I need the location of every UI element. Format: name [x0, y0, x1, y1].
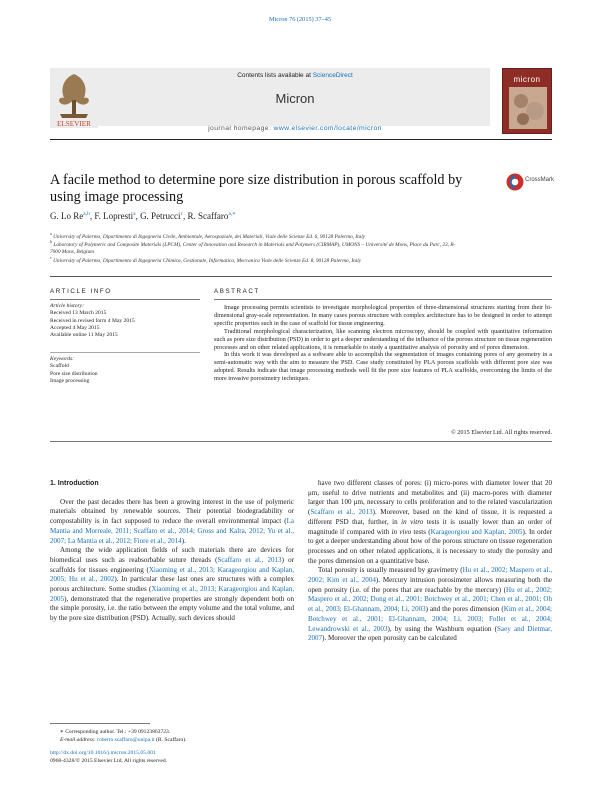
body-text: Total porosity is usually measured by gravimetry ( [318, 566, 463, 575]
body-text: in vivo [391, 527, 412, 536]
affiliation-label: a [50, 231, 52, 236]
body-text: ). Moreover, based on the kind of tissue, it is requested a different PSD that, further, in [308, 508, 552, 526]
journal-title: Micron [275, 91, 315, 106]
citation-link[interactable]: Xiaoming et al., 2013; Karageorgiou and Kaplan, 2005; Hu et al., 2002 [50, 565, 294, 584]
history-entry: Received 13 March 2015 [50, 310, 107, 317]
email-label: E-mail address: [60, 736, 96, 743]
author-affiliation-mark[interactable]: a [133, 211, 136, 217]
body-text: Over the past decades there has been a growing interest in the use of polymeric materials obtained by renewable sources. Their potential biodegradability or compostability is in fact supposed to reduce the overall environmental impact ( [50, 497, 294, 526]
history-heading: Article history: [50, 303, 85, 309]
cover-label: micron [513, 75, 541, 84]
cover-art [509, 87, 547, 129]
citation-link[interactable]: Saey and Dietmar, 2007 [308, 624, 552, 643]
keyword: Image processing [50, 377, 90, 384]
history-entry: Received in revised form 4 May 2015 [50, 317, 135, 324]
email-note [50, 737, 294, 745]
body-text: have two different classes of pores: (i) micro-pores with diameter lower that 20 μm, useful to drive nutrients and metabolites and (ii) macro-pores with diameter larger than 100 μm, necessary to cells proliferation and to the related vascularization ( [308, 479, 552, 517]
left-paragraphs [50, 498, 294, 624]
history-entry: Accepted 4 May 2015 [50, 324, 100, 331]
body-text: ). [181, 536, 186, 545]
section-heading-introduction: 1. Introduction [50, 480, 99, 487]
homepage-label: journal homepage: [208, 125, 274, 132]
keywords-rule [50, 352, 200, 353]
body-paragraph [308, 566, 552, 644]
keywords [50, 356, 200, 385]
abstract-paragraph: Image processing permits scientists to investigate morphological properties of three-dimensional structures starting from their bi-dimensional gray-scale representation. In many cases porous structure with complex architecture has to be designed in order to attempt specific properties such in the case of scaffold for tissue engineering. [214, 304, 552, 327]
body-text: ). In particular these last ones are structures with a complex porous architecture. Some studies ( [50, 575, 295, 594]
contents-line [110, 72, 480, 79]
body-text: ), by using the Washburn equation ( [387, 624, 498, 633]
abstract-paragraph: Traditional morphological characterization, like scanning electron microscopy, should be coupled with quantitative information such as pore size distribution (PSD) in order to get a deeper understanding of the influence of the porous structure on tissue regeneration processes and on other related applications, it is remarkable to study a quantitative analysis of porosity and of pores dimension. [214, 327, 552, 351]
body-text: ). Moreover the open porosity can be calculated [322, 634, 457, 643]
contents-prefix: Contents lists available at [237, 72, 313, 79]
article-info-heading: ARTICLE INFO [50, 288, 112, 295]
body-text: ). Mercury intrusion porosimeter allows measuring both the open porosity (i.e. of the pores that are reachable by the mercury) ( [308, 576, 553, 594]
body-text: tests it is usually lower than an order of magnitude if compared with [308, 517, 552, 536]
affiliation-text: University of Palermo, Dipartimento di Ingegneria Civile, Ambientale, Aerospaziale, dei Materiali, Viale delle Scienze Ed. 6, 90128 Palermo, Italy [53, 233, 366, 240]
author-affiliation-mark[interactable]: a,b [83, 211, 90, 217]
issn-line: 0968-4328/© 2015 Elsevier Ltd. All rights reserved. [50, 757, 168, 764]
copyright-notice: © 2015 Elsevier Ltd. All rights reserved. [451, 429, 552, 436]
abstract-heading: ABSTRACT [214, 288, 260, 295]
abstract-paragraph: In this work it was developed as a software able to accomplish the segmentation of images containing pores of any geometry in a semi-automatic way with the aim to measure the PSD. Case study constituted by PLA porous scaffolds with different pore size was adopted. Results indicate that image processing methods well fit the pore size features of PLA scaffolds, overcoming the limits of the more invasive porosimetry techniques. [214, 351, 552, 383]
body-paragraph [50, 546, 294, 624]
article-info-rule [50, 299, 200, 300]
paper-title: A facile method to determine pore size distribution in porous scaffold by using image processing [50, 172, 463, 205]
affiliation [50, 254, 460, 265]
header-rule [50, 139, 552, 140]
keywords-heading: Keywords: [50, 356, 75, 362]
email-suffix: (R. Scaffaro). [154, 736, 187, 743]
elsevier-logo [50, 68, 98, 128]
citation-link[interactable]: La Mantia and Morreale, 2011; Scaffaro et al., 2014; Gross and Kalra, 2012; Yu et al., 2007; La Mantia et al., 2012; Fiore et al., 2014 [50, 517, 294, 545]
abstract-bottom-rule [50, 441, 552, 442]
keyword: Scaffold [50, 363, 69, 370]
citation-link[interactable]: Scaffaro et al., 2013 [310, 508, 373, 517]
elsevier-wordmark: ELSEVIER [57, 120, 91, 128]
journal-reference[interactable]: Micron 76 (2015) 37–45 [268, 16, 332, 23]
right-paragraphs [308, 479, 552, 644]
body-column-left [50, 479, 294, 624]
footnotes [50, 729, 294, 765]
footnote-rule [50, 723, 150, 724]
author-name: G. Petrucci [140, 211, 181, 221]
abstract-body [214, 304, 552, 383]
citation-link[interactable]: Hu et al., 2002; Maspero et al., 2002; Dong et al., 2001; Botchwey et al., 2001; Chen et al., 2001; Oh et al., 2003; El-Ghannam, 2004; Li, 2003 [308, 585, 552, 614]
body-text: ) or scaffolds for tissues engineering ( [50, 555, 295, 574]
citation-link[interactable]: Scaffaro et al., 2013 [217, 555, 282, 564]
abstract-rule [214, 299, 552, 300]
homepage-url-link[interactable]: www.elsevier.com/locate/micron [273, 125, 382, 132]
body-paragraph [50, 498, 294, 547]
body-paragraph [308, 479, 552, 566]
affiliation-label: b [50, 239, 52, 244]
body-text: ) and the pores dimension ( [425, 605, 504, 614]
citation-link[interactable]: Xiaoming et al., 2013; Karageorgiou and Kaplan, 2005 [50, 585, 294, 603]
email-link[interactable]: roberto.scaffaro@unipa.it [97, 736, 155, 743]
journal-cover-image [502, 68, 552, 134]
citation-link[interactable]: Hu et al., 2002; Maspero et al., 2002; Kim et al., 2004 [308, 566, 552, 585]
journal-homepage [110, 125, 480, 132]
body-text: tests ( [411, 527, 431, 536]
doi-link[interactable]: http://dx.doi.org/10.1016/j.micron.2015.05.001 [50, 750, 156, 757]
author-affiliation-mark[interactable]: a,∗ [228, 211, 236, 217]
author-name: R. Scaffaro [187, 211, 229, 221]
author-affiliation-mark[interactable]: c [180, 211, 184, 217]
section-rule [50, 276, 552, 277]
body-text: in vitro [401, 517, 424, 526]
body-column-right [308, 479, 552, 644]
citation-link[interactable]: Kim et al., 2004; Botchwey et al., 2001; El-Ghannam, 2004; Li, 2003; Follet et al., 2004; Lewandrowski et al., 2003 [308, 605, 552, 633]
history-entry: Available online 11 May 2015 [50, 332, 118, 339]
citation-link[interactable]: Karageorgiou and Kaplan, 2005 [430, 527, 523, 536]
body-text: ), demonstrated that the regenerative properties are strongly dependent both on the simple porosity, i.e. the ratio between the empty volume and the total volume, and by the pore size distribution (PSD). Actually, such devices should [50, 594, 294, 623]
affiliation-text: University of Palermo, Dipartimento di Ingegneria Chimica, Gestionale, Informatica, Meccanica Viale delle Scienze Ed. 8, 90128 Palermo, Italy [53, 257, 362, 264]
corresponding-author-note: ∗ Corresponding author. Tel.: +39 09123863723. [60, 729, 171, 735]
sciencedirect-link[interactable]: ScienceDirect [312, 72, 353, 79]
affiliation-text: Laboratory of Polymeric and Composite Materials (LPCM), Center of Innovation and Research in Materials and Polymers (CIRMAP), UMONS – Université de Mons, Place du Parc, 23, B-7000 Mons, Belgium [50, 241, 456, 255]
author-list: G. Lo Re$^{a,b}$, F. Lopresti$^a$, G. Petrucci$^c$, R. Scaffaro$^{a,∗}$ [50, 211, 236, 221]
keyword: Pore size distribution [50, 370, 98, 377]
author-name: F. Lopresti [94, 211, 134, 221]
affiliation-label: c [50, 255, 52, 260]
body-text: ). In order to get a deeper understanding about how of the porous structure on tissue regeneration processes and on other related applications, it is necessary to study the porosity and the pores dimension on a quantitative base. [308, 527, 553, 565]
body-text: Among the wide application fields of such materials there are devices for biomedical uses such as reabsorbable suture threads ( [50, 546, 294, 564]
crossmark-badge[interactable] [506, 172, 555, 194]
article-history [50, 303, 200, 339]
author-name: G. Lo Re [50, 211, 84, 221]
crossmark-icon [506, 172, 524, 192]
crossmark-label: CrossMark [525, 177, 555, 183]
